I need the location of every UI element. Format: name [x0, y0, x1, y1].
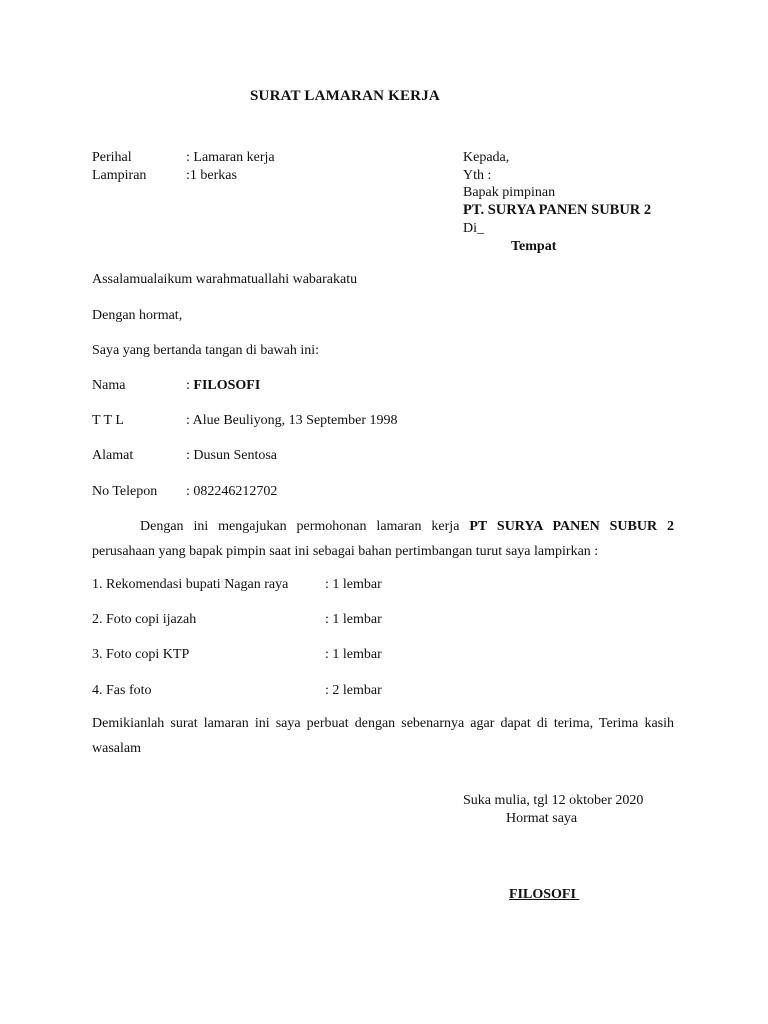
- body-part2: perusahaan yang bapak pimpin saat ini sebagai bahan pertimbangan turut saya lampirkan :: [92, 544, 599, 559]
- perihal-label: Perihal: [92, 150, 132, 165]
- attachment-qty-1: : 1 lembar: [325, 577, 382, 592]
- greeting: Assalamualaikum warahmatuallahi wabarakatu: [92, 272, 358, 287]
- ttl-value: : Alue Beuliyong, 13 September 1998: [186, 413, 398, 428]
- attachment-qty-2: : 1 lembar: [325, 612, 382, 627]
- letter-title: SURAT LAMARAN KERJA: [250, 88, 440, 104]
- alamat-value: : Dusun Sentosa: [186, 448, 277, 463]
- ttl-label: T T L: [92, 413, 124, 428]
- place-date: Suka mulia, tgl 12 oktober 2020: [463, 793, 644, 808]
- attachment-item-4: 4. Fas foto: [92, 683, 152, 698]
- hormat-saya: Hormat saya: [506, 811, 578, 826]
- attachment-qty-3: : 1 lembar: [325, 647, 382, 662]
- attachment-item-2: 2. Foto copi ijazah: [92, 612, 197, 627]
- nama-value: [186, 377, 260, 394]
- intro-text: Saya yang bertanda tangan di bawah ini:: [92, 343, 320, 358]
- recipient-yth: Yth :: [463, 168, 492, 183]
- recipient-kepada: Kepada,: [463, 150, 510, 165]
- applicant-name: FILOSOFI: [193, 378, 261, 393]
- recipient-bapak: Bapak pimpinan: [463, 185, 556, 200]
- attachment-item-3: 3. Foto copi KTP: [92, 647, 190, 662]
- body-part1: Dengan ini mengajukan permohonan lamaran kerja: [140, 519, 470, 534]
- body-paragraph: [92, 514, 674, 564]
- recipient-di: Di_: [463, 221, 484, 236]
- lampiran-label: Lampiran: [92, 168, 147, 183]
- telepon-label: No Telepon: [92, 484, 158, 499]
- telepon-value: : 082246212702: [186, 484, 278, 499]
- nama-colon: :: [186, 378, 194, 393]
- lampiran-value: :1 berkas: [186, 168, 237, 183]
- salutation: Dengan hormat,: [92, 308, 183, 323]
- closing-paragraph: Demikianlah surat lamaran ini saya perbuat dengan sebenarnya agar dapat di terima, Terima kasih wasalam: [92, 716, 674, 756]
- recipient-company: PT. SURYA PANEN SUBUR 2: [463, 202, 652, 218]
- signer-name: FILOSOFI: [509, 887, 580, 902]
- alamat-label: Alamat: [92, 448, 134, 463]
- recipient-tempat: Tempat: [511, 239, 557, 254]
- attachment-item-1: 1. Rekomendasi bupati Nagan raya: [92, 577, 289, 592]
- nama-label: Nama: [92, 378, 126, 393]
- body-company: PT SURYA PANEN SUBUR 2: [469, 519, 675, 534]
- perihal-value: : Lamaran kerja: [186, 150, 275, 165]
- attachment-qty-4: : 2 lembar: [325, 683, 382, 698]
